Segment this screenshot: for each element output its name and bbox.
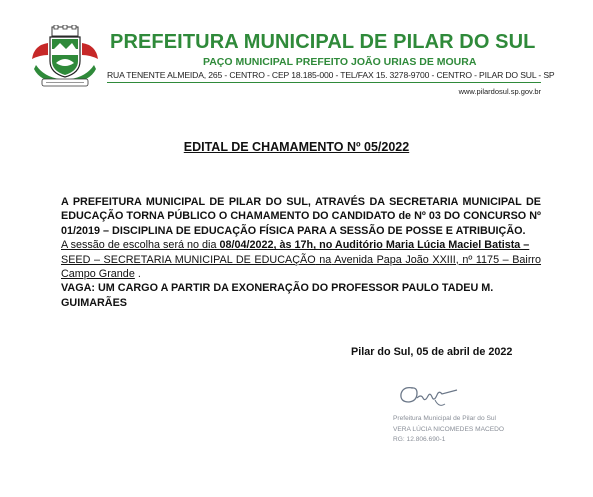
- intro-line-2: EDUCAÇÃO TORNA PÚBLICO O CHAMAMENTO DO CANDIDATO de Nº 03 DO CONCURSO Nº: [61, 210, 541, 223]
- session-paragraph: [61, 238, 541, 252]
- header-divider: [107, 82, 541, 83]
- official-stamp: [393, 414, 504, 446]
- document-title: EDITAL DE CHAMAMENTO Nº 05/2022: [183, 140, 410, 154]
- org-address: RUA TENENTE ALMEIDA, 265 - CENTRO - CEP 18.185-000 - TEL/FAX 15. 3278-9700 - CENTRO - PILAR DO SUL - SP: [107, 70, 555, 80]
- intro-line-3: 01/2019 – DISCIPLINA DE EDUCAÇÃO FÍSICA PARA A SESSÃO DE POSSE E ATRIBUIÇÃO.: [61, 224, 526, 237]
- session-district: Campo Grande: [61, 268, 135, 281]
- session-period: .: [134, 268, 141, 281]
- vacancy-line: VAGA: UM CARGO A PARTIR DA EXONERAÇÃO DO PROFESSOR PAULO TADEU M. GUIMARÃES: [61, 282, 494, 309]
- stamp-line-3: RG: 12.806.690-1: [393, 436, 446, 443]
- date-line: Pilar do Sul, 05 de abril de 2022: [351, 346, 513, 358]
- org-title: PREFEITURA MUNICIPAL DE PILAR DO SUL: [110, 31, 536, 53]
- org-subtitle: PAÇO MUNICIPAL PREFEITO JOÃO URIAS DE MOURA: [203, 56, 477, 68]
- stamp-line-1: Prefeitura Municipal de Pilar do Sul: [393, 415, 496, 422]
- session-secretariat: SEED – SECRETARIA MUNICIPAL DE EDUCAÇÃO: [61, 253, 316, 266]
- session-text-na: na: [315, 253, 332, 266]
- org-website: www.pilardosul.sp.gov.br: [458, 87, 541, 96]
- session-text-1: A sessão de escolha será no dia: [61, 239, 220, 252]
- session-paragraph-line-3: [61, 267, 541, 281]
- stamp-line-2: VERA LÚCIA NICOMEDES MACEDO: [393, 425, 505, 433]
- session-address: Avenida Papa João XXIII, nº 1175 – Bairro: [331, 253, 542, 266]
- session-date-venue: 08/04/2022, às 17h, no Auditório Maria Lúcia Maciel Batista –: [219, 239, 530, 252]
- document-body: [61, 195, 541, 310]
- handwritten-signature-icon: [395, 380, 465, 412]
- letterhead: [0, 0, 593, 100]
- session-paragraph-line-2: [61, 253, 541, 267]
- municipal-coat-of-arms-icon: [30, 25, 100, 87]
- intro-line-1: A PREFEITURA MUNICIPAL DE PILAR DO SUL, ATRAVÉS DA SECRETARIA MUNICIPAL DE: [61, 196, 541, 208]
